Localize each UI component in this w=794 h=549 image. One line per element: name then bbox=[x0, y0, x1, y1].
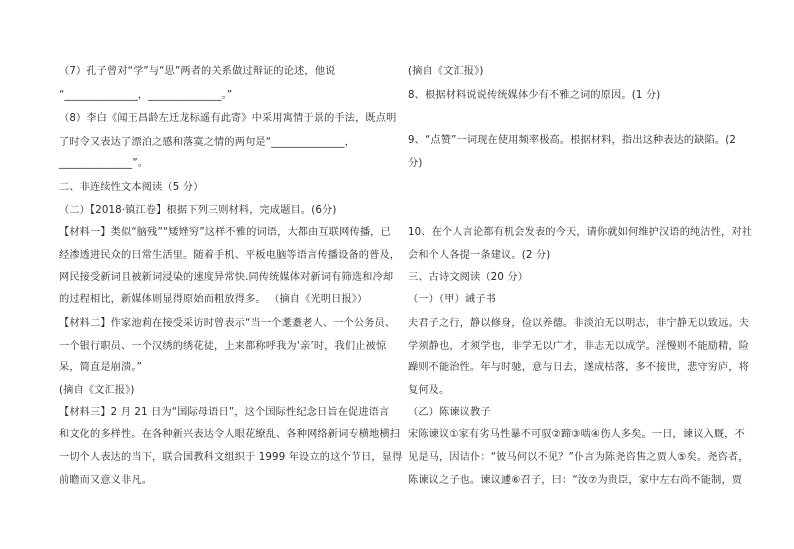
text-line: 【材料二】作家池莉在接受采访时曾表示“当一个耄耋老人、一个公务员、 bbox=[59, 318, 396, 329]
text-line: （7）孔子曾对“学”与“思”两者的关系做过辩证的论述，他说 bbox=[59, 66, 336, 77]
section-heading: 三、古诗文阅读（20 分） bbox=[408, 272, 529, 283]
question-8: 8、根据材料说说传统媒体少有不雅之词的原因。(1 分) bbox=[408, 90, 661, 101]
text-line: 一切个人表达的当下，联合国教科文组织于 1999 年设立的这个节日，显得 bbox=[59, 452, 403, 463]
text-line: “______________，______________。” bbox=[59, 90, 233, 101]
text-line: 【材料三】2 月 21 日为“国际母语日”，这个国际性纪念日旨在促进语言 bbox=[59, 407, 390, 418]
text-line: 了时令又表达了漂泊之感和落寞之情的两句是“______________， bbox=[59, 137, 355, 148]
text-line: 学须静也，才须学也，非学无以广才，非志无以成学。淫慢则不能励精，险 bbox=[408, 341, 750, 352]
text-line: 【材料一】类似“脑残”“矮矬穷”这样不雅的词语，大都由互联网传播，已 bbox=[59, 227, 391, 238]
text-line: 分) bbox=[408, 158, 423, 169]
text-line: 经渗透进民众的日常生活里。随着手机、平板电脑等语言传播设备的普及， bbox=[59, 250, 401, 261]
text-line: 见是马，因诘仆：“彼马何以不见？”仆言为陈尧咨售之贾人⑤矣。尧咨者， bbox=[408, 452, 749, 463]
text-line: 网民接受新词且被新词浸染的速度异常快.同传统媒体对新词有筛选和冷却 bbox=[59, 272, 394, 283]
text-line: 躁则不能治性。年与时驰，意与日去，遂成枯落，多不接世，悲守穷庐，将 bbox=[408, 362, 750, 373]
section-heading: 二、非连续性文本阅读（5 分） bbox=[59, 182, 204, 193]
text-line: (摘自《文汇报》) bbox=[59, 385, 135, 396]
text-line: 夫君子之行，静以修身，俭以养德。非淡泊无以明志，非宁静无以致远。夫 bbox=[408, 318, 750, 329]
text-line: 前瞻而又意义非凡。 bbox=[59, 475, 153, 486]
text-line: （8）李白《闻王昌龄左迁龙标遥有此寄》中采用寓情于景的手法，既点明 bbox=[59, 113, 397, 124]
text-line: ______________”。 bbox=[59, 158, 149, 169]
text-line: （一）（甲）诫子书 bbox=[408, 294, 496, 305]
text-line: 会和个人各提一条建议。(2 分) bbox=[408, 250, 551, 261]
text-line: （乙）陈谏议教子 bbox=[408, 407, 491, 418]
text-line: 呆，简直是崩溃。” bbox=[59, 362, 143, 373]
text-line: 的过程相比，新媒体则显得原始而粗放得多。 （摘自《光明日报》） bbox=[59, 294, 368, 305]
text-line: (摘自《文汇报》) bbox=[408, 66, 484, 77]
question-10: 10、在个人言论都有机会发表的今天，请你就如何维护汉语的纯洁性，对社 bbox=[408, 227, 753, 238]
text-line: 宋陈谏议①家有劣马性暴不可驭②蹄③啮④伤人多矣。一日，谏议入厩，不 bbox=[408, 429, 745, 440]
text-line: （二）【2018·镇江卷】根据下列三则材料，完成题目。(6分) bbox=[59, 205, 337, 216]
text-line: 陈谏议之子也。谏议遽⑥召子，曰：“汝⑦为贵臣，家中左右尚不能制，贾 bbox=[408, 475, 743, 486]
text-line: 一个银行职员、一个汉绣的绣花徒，上来都称呼我为‘亲’时，我们止被惊 bbox=[59, 341, 387, 352]
text-line: 和文化的多样性。在各种新兴表达令人眼花缭乱、各种网络新词专横地横扫 bbox=[59, 429, 401, 440]
text-line: 复何及。 bbox=[408, 385, 450, 396]
question-9: 9、“点赞”一词现在使用频率极高。根据材料，指出这种表达的缺陷。(2 bbox=[408, 135, 737, 146]
